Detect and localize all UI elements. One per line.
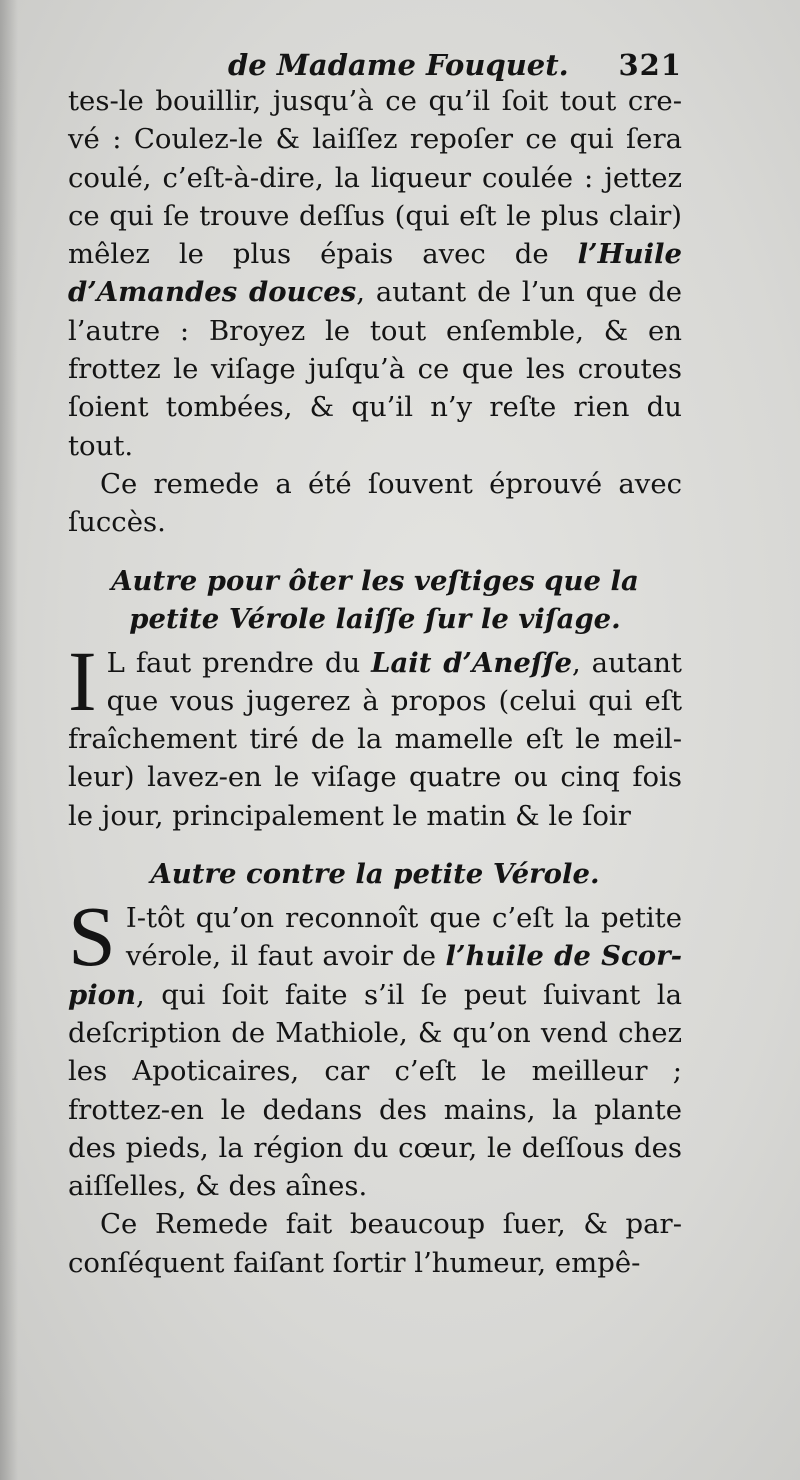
recipe-title-smallpox: Autre contre la petite Vérole. <box>150 858 600 891</box>
paragraph-text: I-tôt qu’on reconnoît que c’eſt la petite vérole, il faut avoir de <box>125 902 682 973</box>
paragraph-text-continued: , qui ſoit faite s’il ſe peut ſuivant la deſcription de Mathiole, & qu’on vend chez les Apoticaires, car c’eſt le meilleur ; frottez-en le dedans des mains, la plante des pieds, la région du cœur, le deſſous des aiſſelles, & des aînes. <box>68 978 682 1203</box>
final-paragraph: Ce Remede fait beaucoup ſuer, & parconſéquent faiſant ſortir l’humeur, empê- <box>68 1208 682 1279</box>
drop-cap: I <box>68 632 97 729</box>
ingredient-name: Lait d’Aneſſe <box>371 646 572 679</box>
paragraph-text-continued: , autant de l’un que de l’autre : Broyez le tout enſemble, & en frottez le viſage juſqu’à ce que les croutes ſoient tombées, & qu’il n’y reſte rien du tout. <box>68 276 682 462</box>
paragraph-text: L faut prendre du <box>106 646 372 679</box>
recipe-paragraph <box>68 82 682 465</box>
drop-cap: S <box>68 888 116 985</box>
ingredient-name: l’Huile d’Amandes douces <box>68 238 682 309</box>
recipe-paragraph-vestiges <box>68 632 682 835</box>
ingredient-name: l’huile de Scorpion <box>68 940 682 1011</box>
recipe-paragraph-smallpox <box>68 888 682 1205</box>
paragraph-text: tes-le bouillir, jusqu’à ce qu’il ſoit tout crevé : Coulez-le & laiſſez repoſer ce qui ſera coulé, c’eſt-à-dire, la liqueur coulée : jettez ce qui ſe trouve deſſus (qui eſt le plus clair) mêlez le plus épais avec de <box>68 85 682 271</box>
page-body <box>68 82 682 1282</box>
page-edge-shadow <box>0 0 18 1480</box>
recipe-title-vestiges: Autre pour ôter les veſtiges que la petite Vérole laiſſe ſur le viſage. <box>111 564 639 635</box>
page-number: 321 <box>618 48 682 82</box>
running-title: de Madame Fouquet. <box>228 48 569 82</box>
efficacy-note: Ce remede a été ſouvent éprouvé avec ſuccès. <box>68 467 682 539</box>
paragraph-text-continued: , autant que vous jugerez à propos (celui qui eſt fraîchement tiré de la mamelle eſt le meilleur) lavez-en le viſage quatre ou cinq fois le jour, principalement le matin & le ſoir <box>68 646 682 832</box>
